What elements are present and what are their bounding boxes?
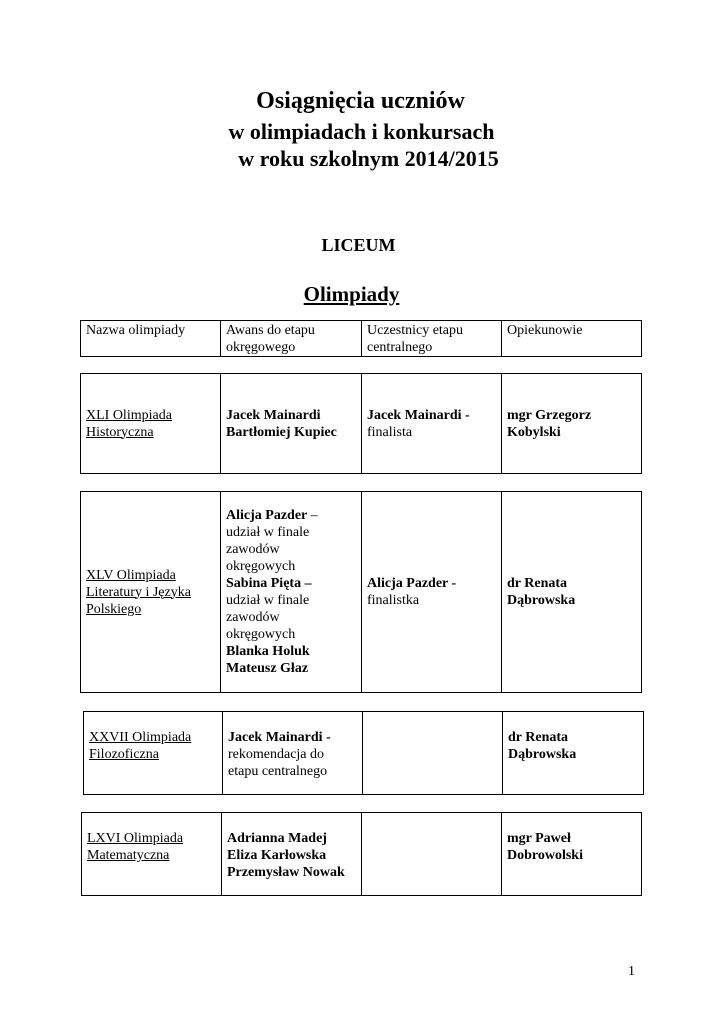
advance-cell: Jacek Mainardi Bartłomiej Kupiec	[221, 374, 362, 474]
header-col-tutors: Opiekunowie	[502, 321, 642, 357]
table-row	[84, 712, 644, 795]
subsection-heading: Olimpiady	[303, 282, 400, 306]
central-cell	[363, 712, 503, 795]
olympiad-table-mathematics	[81, 812, 642, 896]
table-row	[82, 813, 642, 896]
page-number: 1	[628, 964, 635, 979]
olympiad-name: LXVI Olimpiada Matematyczna	[82, 813, 222, 896]
tutor-cell: dr Renata Dąbrowska	[503, 712, 644, 795]
page-subtitle-line3: w roku szkolnym 2014/2015	[238, 146, 499, 171]
central-cell	[362, 813, 502, 896]
table-row	[81, 374, 642, 474]
olympiad-table-philosophy	[83, 711, 644, 795]
page-title: Osiągnięcia uczniów	[256, 88, 465, 114]
olympiad-name: XLV Olimpiada Literatury i Języka Polskiego	[81, 492, 221, 693]
advance-cell: Adrianna Madej Eliza Karłowska Przemysław Nowak	[222, 813, 362, 896]
header-col-central: Uczestnicy etapu centralnego	[362, 321, 502, 357]
page-subtitle-line2: w olimpiadach i konkursach	[228, 119, 495, 144]
header-table	[80, 320, 642, 357]
olympiad-name: XLI Olimpiada Historyczna	[81, 374, 221, 474]
advance-cell: Jacek Mainardi - rekomendacja do etapu centralnego	[223, 712, 363, 795]
header-row	[81, 321, 642, 357]
olympiad-table-literature	[80, 491, 642, 693]
section-heading: LICEUM	[321, 235, 396, 255]
central-cell: Alicja Pazder - finalistka	[362, 492, 502, 693]
tutor-cell: mgr Grzegorz Kobylski	[502, 374, 642, 474]
advance-cell: Alicja Pazder – udział w finale zawodów okręgowych Sabina Pięta – udział w finale zawodów okręgowych Blanka Holuk Mateusz Głaz	[221, 492, 362, 693]
tutor-cell: mgr Paweł Dobrowolski	[502, 813, 642, 896]
olympiad-name: XXVII Olimpiada Filozoficzna	[84, 712, 223, 795]
header-col-advance: Awans do etapu okręgowego	[221, 321, 362, 357]
table-row	[81, 492, 642, 693]
tutor-cell: dr Renata Dąbrowska	[502, 492, 642, 693]
olympiad-table-historical	[80, 373, 642, 474]
central-cell: Jacek Mainardi - finalista	[362, 374, 502, 474]
header-col-name: Nazwa olimpiady	[81, 321, 221, 357]
